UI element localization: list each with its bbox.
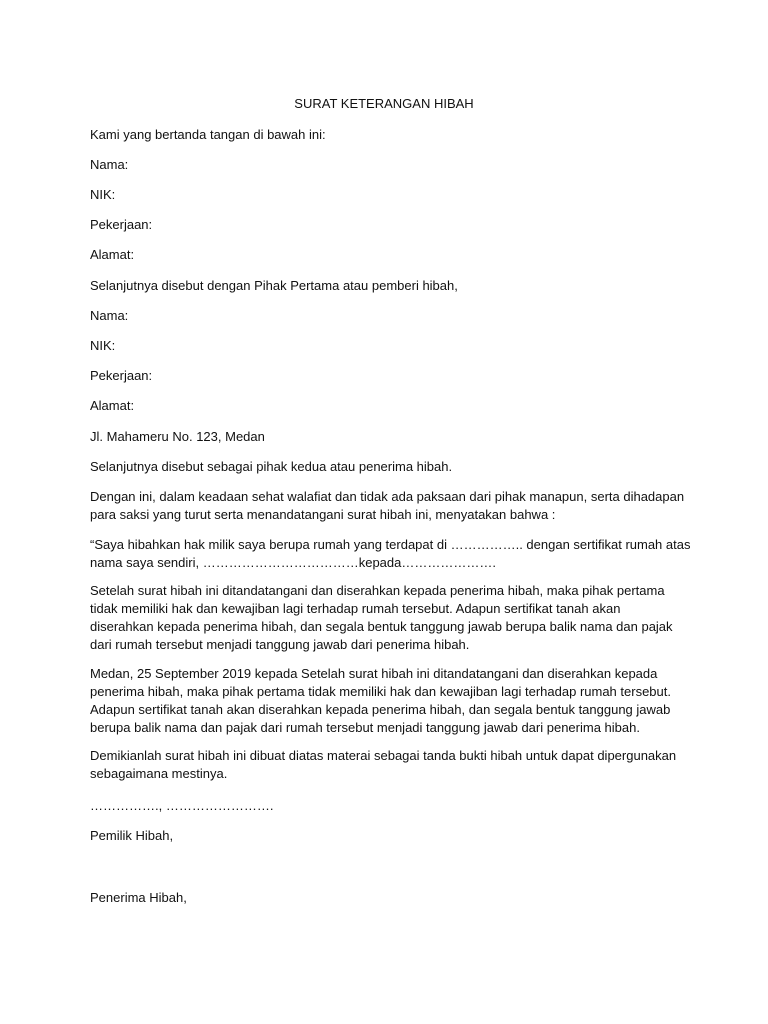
second-party-pekerjaan-label: Pekerjaan: (90, 368, 153, 383)
dated-line: Medan, 25 September 2019 kepada Setelah surat hibah ini ditandatangani dan diserahkan kepada (90, 666, 658, 681)
dated-line: Adapun sertifikat tanah akan diserahkan kepada penerima hibah, dan segala bentuk tanggung jawab (90, 702, 671, 717)
transfer-line: dari rumah tersebut menjadi tanggung jawab dari penerima hibah. (90, 637, 470, 652)
first-party-pekerjaan-label: Pekerjaan: (90, 217, 153, 232)
transfer-line: Setelah surat hibah ini ditandatangani dan diserahkan kepada penerima hibah, maka pihak pertama (90, 583, 665, 598)
first-party-nik-label: NIK: (90, 187, 116, 202)
statement-line: Dengan ini, dalam keadaan sehat walafiat dan tidak ada paksaan dari pihak manapun, serta dihadapan (90, 489, 685, 504)
owner-signature-label: Pemilik Hibah, (90, 828, 174, 843)
quote-line: “Saya hibahkan hak milik saya berupa rumah yang terdapat di …………….. dengan sertifikat rumah atas (90, 537, 691, 552)
dated-paragraph (90, 665, 690, 737)
second-party-closing: Selanjutnya disebut sebagai pihak kedua atau penerima hibah. (90, 459, 453, 474)
dated-line: berupa balik nama dan pajak dari rumah tersebut menjadi tanggung jawab dari penerima hibah. (90, 720, 640, 735)
first-party-alamat-label: Alamat: (90, 247, 135, 262)
second-party-address-value: Jl. Mahameru No. 123, Medan (90, 429, 265, 444)
quote-paragraph (90, 536, 690, 572)
transfer-line: diserahkan kepada penerima hibah, dan segala bentuk tanggung jawab berupa balik nama dan pajak (90, 619, 673, 634)
second-party-nik-label: NIK: (90, 338, 116, 353)
closing-paragraph (90, 747, 690, 783)
quote-line: nama saya sendiri, ………………………………kepada…………………. (90, 555, 496, 570)
statement-paragraph (90, 488, 690, 524)
recipient-signature-label: Penerima Hibah, (90, 890, 187, 905)
statement-line: para saksi yang turut serta menandatangani surat hibah ini, menyatakan bahwa : (90, 507, 556, 522)
closing-line: sebagaimana mestinya. (90, 766, 228, 781)
place-date-blank: ……………., ……………………. (90, 798, 274, 813)
dated-line: penerima hibah, maka pihak pertama tidak memiliki hak dan kewajiban lagi terhadap rumah tersebut. (90, 684, 671, 699)
second-party-alamat-label: Alamat: (90, 398, 135, 413)
document-title: SURAT KETERANGAN HIBAH (294, 96, 474, 111)
first-party-closing: Selanjutnya disebut dengan Pihak Pertama atau pemberi hibah, (90, 278, 458, 293)
transfer-line: tidak memiliki hak dan kewajiban lagi terhadap rumah tersebut. Adapun sertifikat tanah akan (90, 601, 621, 616)
first-party-nama-label: Nama: (90, 157, 129, 172)
second-party-nama-label: Nama: (90, 308, 129, 323)
intro-text: Kami yang bertanda tangan di bawah ini: (90, 127, 326, 142)
closing-line: Demikianlah surat hibah ini dibuat diatas materai sebagai tanda bukti hibah untuk dapat dipergunakan (90, 748, 677, 763)
transfer-paragraph (90, 582, 690, 654)
